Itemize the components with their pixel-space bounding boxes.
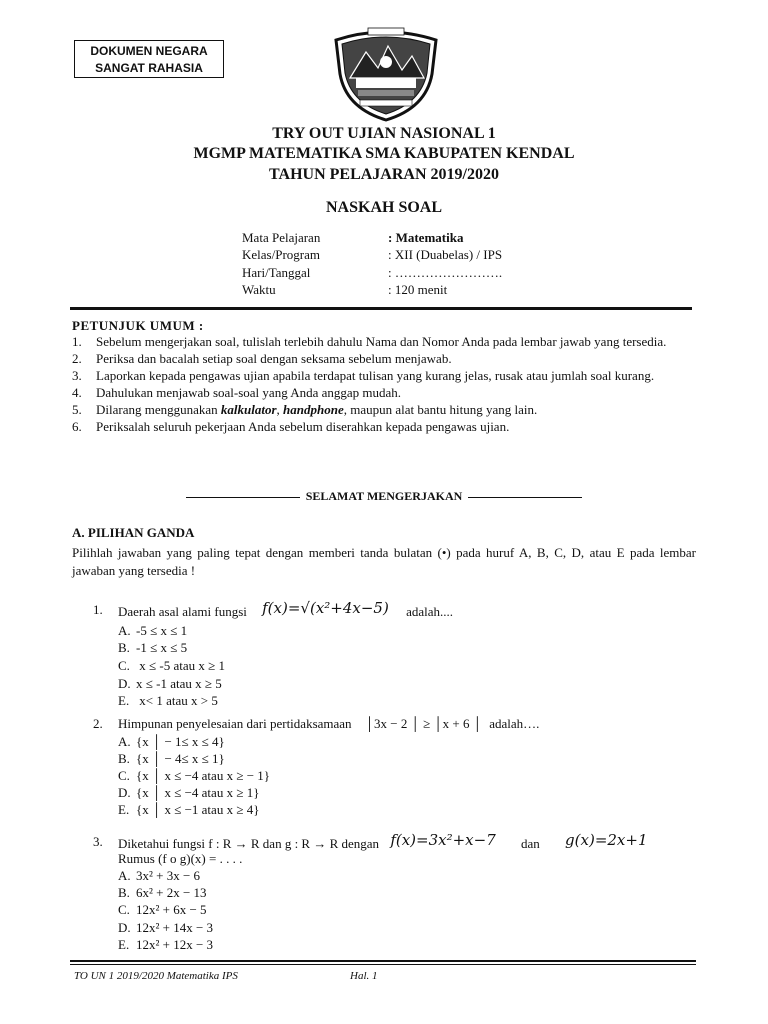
document-type: NASKAH SOAL xyxy=(325,199,443,216)
option-d[interactable] xyxy=(118,920,213,936)
item-text-pre: Dilarang menggunakan xyxy=(96,402,221,417)
option-letter: A. xyxy=(118,734,131,749)
option-letter: C. xyxy=(118,902,130,917)
item-text: Sebelum mengerjakan soal, tulislah terlebih dahulu Nama dan Nomor Anda pada lembar jawab yang tersedia. xyxy=(96,334,667,349)
option-letter: A. xyxy=(118,623,131,638)
option-text: {x │ − 1≤ x ≤ 4} xyxy=(136,734,225,749)
info-label: Waktu xyxy=(242,282,276,297)
item-number: 4. xyxy=(72,385,82,400)
list-item xyxy=(72,418,696,435)
info-label: Hari/Tanggal xyxy=(242,265,311,280)
footer-title: TO UN 1 2019/2020 Matematika IPS xyxy=(74,970,238,982)
stem-text: Diketahui fungsi f : R → R dan g : R → R dengan xyxy=(118,836,380,851)
option-d[interactable] xyxy=(118,676,222,692)
list-item xyxy=(72,333,696,350)
question-stem-line2: Rumus (f o g)(x) = . . . . xyxy=(118,851,243,866)
option-b[interactable] xyxy=(118,751,225,767)
divider xyxy=(468,497,582,498)
list-item xyxy=(72,350,696,367)
question-stem xyxy=(118,716,539,732)
formula: │3x − 2 │ ≥ │x + 6 │ xyxy=(364,716,482,731)
list-item xyxy=(72,367,696,384)
formula-f: f(x)=3x²+x−7 xyxy=(390,831,496,849)
exam-organizer: MGMP MATEMATIKA SMA KABUPATEN KENDAL xyxy=(193,145,575,162)
divider xyxy=(70,307,692,310)
option-letter: B. xyxy=(118,885,130,900)
item-number: 6. xyxy=(72,419,82,434)
instructions-list xyxy=(72,333,696,435)
item-number: 1. xyxy=(72,334,82,349)
option-text: 12x² + 12x − 3 xyxy=(136,937,214,952)
option-text: {x │ x ≤ −4 atau x ≥ − 1} xyxy=(136,768,271,783)
item-text-post: , maupun alat bantu hitung yang lain. xyxy=(343,402,538,417)
info-label: Kelas/Program xyxy=(242,247,320,262)
option-e[interactable] xyxy=(118,802,259,818)
option-letter: D. xyxy=(118,920,131,935)
info-value: : Matematika xyxy=(388,230,464,245)
section-intro: Pilihlah jawaban yang paling tepat dengan memberi tanda bulatan (•) pada huruf A, B, C, D, atau E pada lembar jawaban yang tersedia ! xyxy=(72,545,696,578)
provincial-coat-of-arms-icon xyxy=(326,18,446,124)
formula: f(x)=√(x²+4x−5) xyxy=(262,599,389,617)
option-letter: D. xyxy=(118,676,131,691)
section-heading: A. PILIHAN GANDA xyxy=(72,525,195,540)
option-text: {x │ x ≤ −4 atau x ≥ 1} xyxy=(136,785,260,800)
academic-year: TAHUN PELAJARAN 2019/2020 xyxy=(269,166,499,183)
info-value: : 120 menit xyxy=(388,282,448,297)
list-item xyxy=(72,384,696,401)
item-text: Dahulukan menjawab soal-soal yang Anda anggap mudah. xyxy=(96,385,402,400)
option-a[interactable] xyxy=(118,623,187,639)
option-text: {x │ − 4≤ x ≤ 1} xyxy=(136,751,225,766)
stem-text: adalah.... xyxy=(406,604,453,619)
good-luck-text: SELAMAT MENGERJAKAN xyxy=(305,489,463,503)
option-letter: E. xyxy=(118,693,130,708)
stem-text: Himpunan penyelesaian dari pertidaksamaan xyxy=(118,716,352,731)
option-c[interactable] xyxy=(118,902,207,918)
page-number: Hal. 1 xyxy=(350,970,378,982)
item-text-emphasis: handphone xyxy=(283,402,344,417)
divider xyxy=(186,497,300,498)
info-label: Mata Pelajaran xyxy=(242,230,321,245)
item-text-mid: , xyxy=(276,402,284,417)
option-c[interactable] xyxy=(118,768,270,784)
formula-g: g(x)=2x+1 xyxy=(565,831,648,849)
classification-stamp xyxy=(74,40,224,78)
item-text: Periksa dan bacalah setiap soal dengan seksama sebelum menjawab. xyxy=(96,351,452,366)
item-text: Periksalah seluruh pekerjaan Anda sebelum diserahkan kepada pengawas ujian. xyxy=(96,419,510,434)
option-letter: A. xyxy=(118,868,131,883)
stem-text: adalah…. xyxy=(489,716,540,731)
stamp-line-1: DOKUMEN NEGARA xyxy=(90,44,208,58)
item-number: 2. xyxy=(72,351,82,366)
option-letter: E. xyxy=(118,937,130,952)
option-d[interactable] xyxy=(118,785,259,801)
question-number: 3. xyxy=(93,834,103,849)
option-text: -5 ≤ x ≤ 1 xyxy=(136,623,188,638)
list-item xyxy=(72,401,696,418)
option-b[interactable] xyxy=(118,885,207,901)
option-e[interactable] xyxy=(118,693,218,709)
option-b[interactable] xyxy=(118,640,187,656)
option-letter: B. xyxy=(118,640,130,655)
question-number: 2. xyxy=(93,716,103,731)
option-text: 12x² + 6x − 5 xyxy=(136,902,207,917)
stamp-line-2: SANGAT RAHASIA xyxy=(95,61,203,75)
item-text-emphasis: kalkulator xyxy=(220,402,277,417)
question-stem xyxy=(118,599,453,620)
option-letter: C. xyxy=(118,658,130,673)
option-letter: C. xyxy=(118,768,130,783)
footer-divider xyxy=(70,960,696,962)
option-text: 6x² + 2x − 13 xyxy=(136,885,207,900)
question-stem xyxy=(118,831,648,852)
stem-and: dan xyxy=(521,836,540,851)
option-text: {x │ x ≤ −1 atau x ≥ 4} xyxy=(136,802,260,817)
option-e[interactable] xyxy=(118,937,213,953)
exam-title: TRY OUT UJIAN NASIONAL 1 xyxy=(272,125,496,142)
option-text: x ≤ -5 atau x ≥ 1 xyxy=(136,658,226,673)
option-text: x ≤ -1 atau x ≥ 5 xyxy=(136,676,222,691)
item-number: 3. xyxy=(72,368,82,383)
option-text: -1 ≤ x ≤ 5 xyxy=(136,640,188,655)
stem-text: Daerah asal alami fungsi xyxy=(118,604,247,619)
question-number: 1. xyxy=(93,602,103,617)
option-letter: D. xyxy=(118,785,131,800)
option-letter: E. xyxy=(118,802,130,817)
footer-divider xyxy=(70,964,696,965)
info-value: : ……………………. xyxy=(388,265,503,280)
option-a[interactable] xyxy=(118,868,200,884)
instructions-heading: PETUNJUK UMUM : xyxy=(72,318,204,333)
item-number: 5. xyxy=(72,402,82,417)
option-letter: B. xyxy=(118,751,130,766)
option-text: x< 1 atau x > 5 xyxy=(136,693,218,708)
good-luck-banner xyxy=(0,489,768,504)
option-text: 12x² + 14x − 3 xyxy=(136,920,214,935)
option-c[interactable] xyxy=(118,658,225,674)
option-text: 3x² + 3x − 6 xyxy=(136,868,201,883)
option-a[interactable] xyxy=(118,734,225,750)
item-text: Laporkan kepada pengawas ujian apabila terdapat tulisan yang kurang jelas, rusak atau jumlah soal kurang. xyxy=(96,368,655,383)
info-value: : XII (Duabelas) / IPS xyxy=(388,247,503,262)
